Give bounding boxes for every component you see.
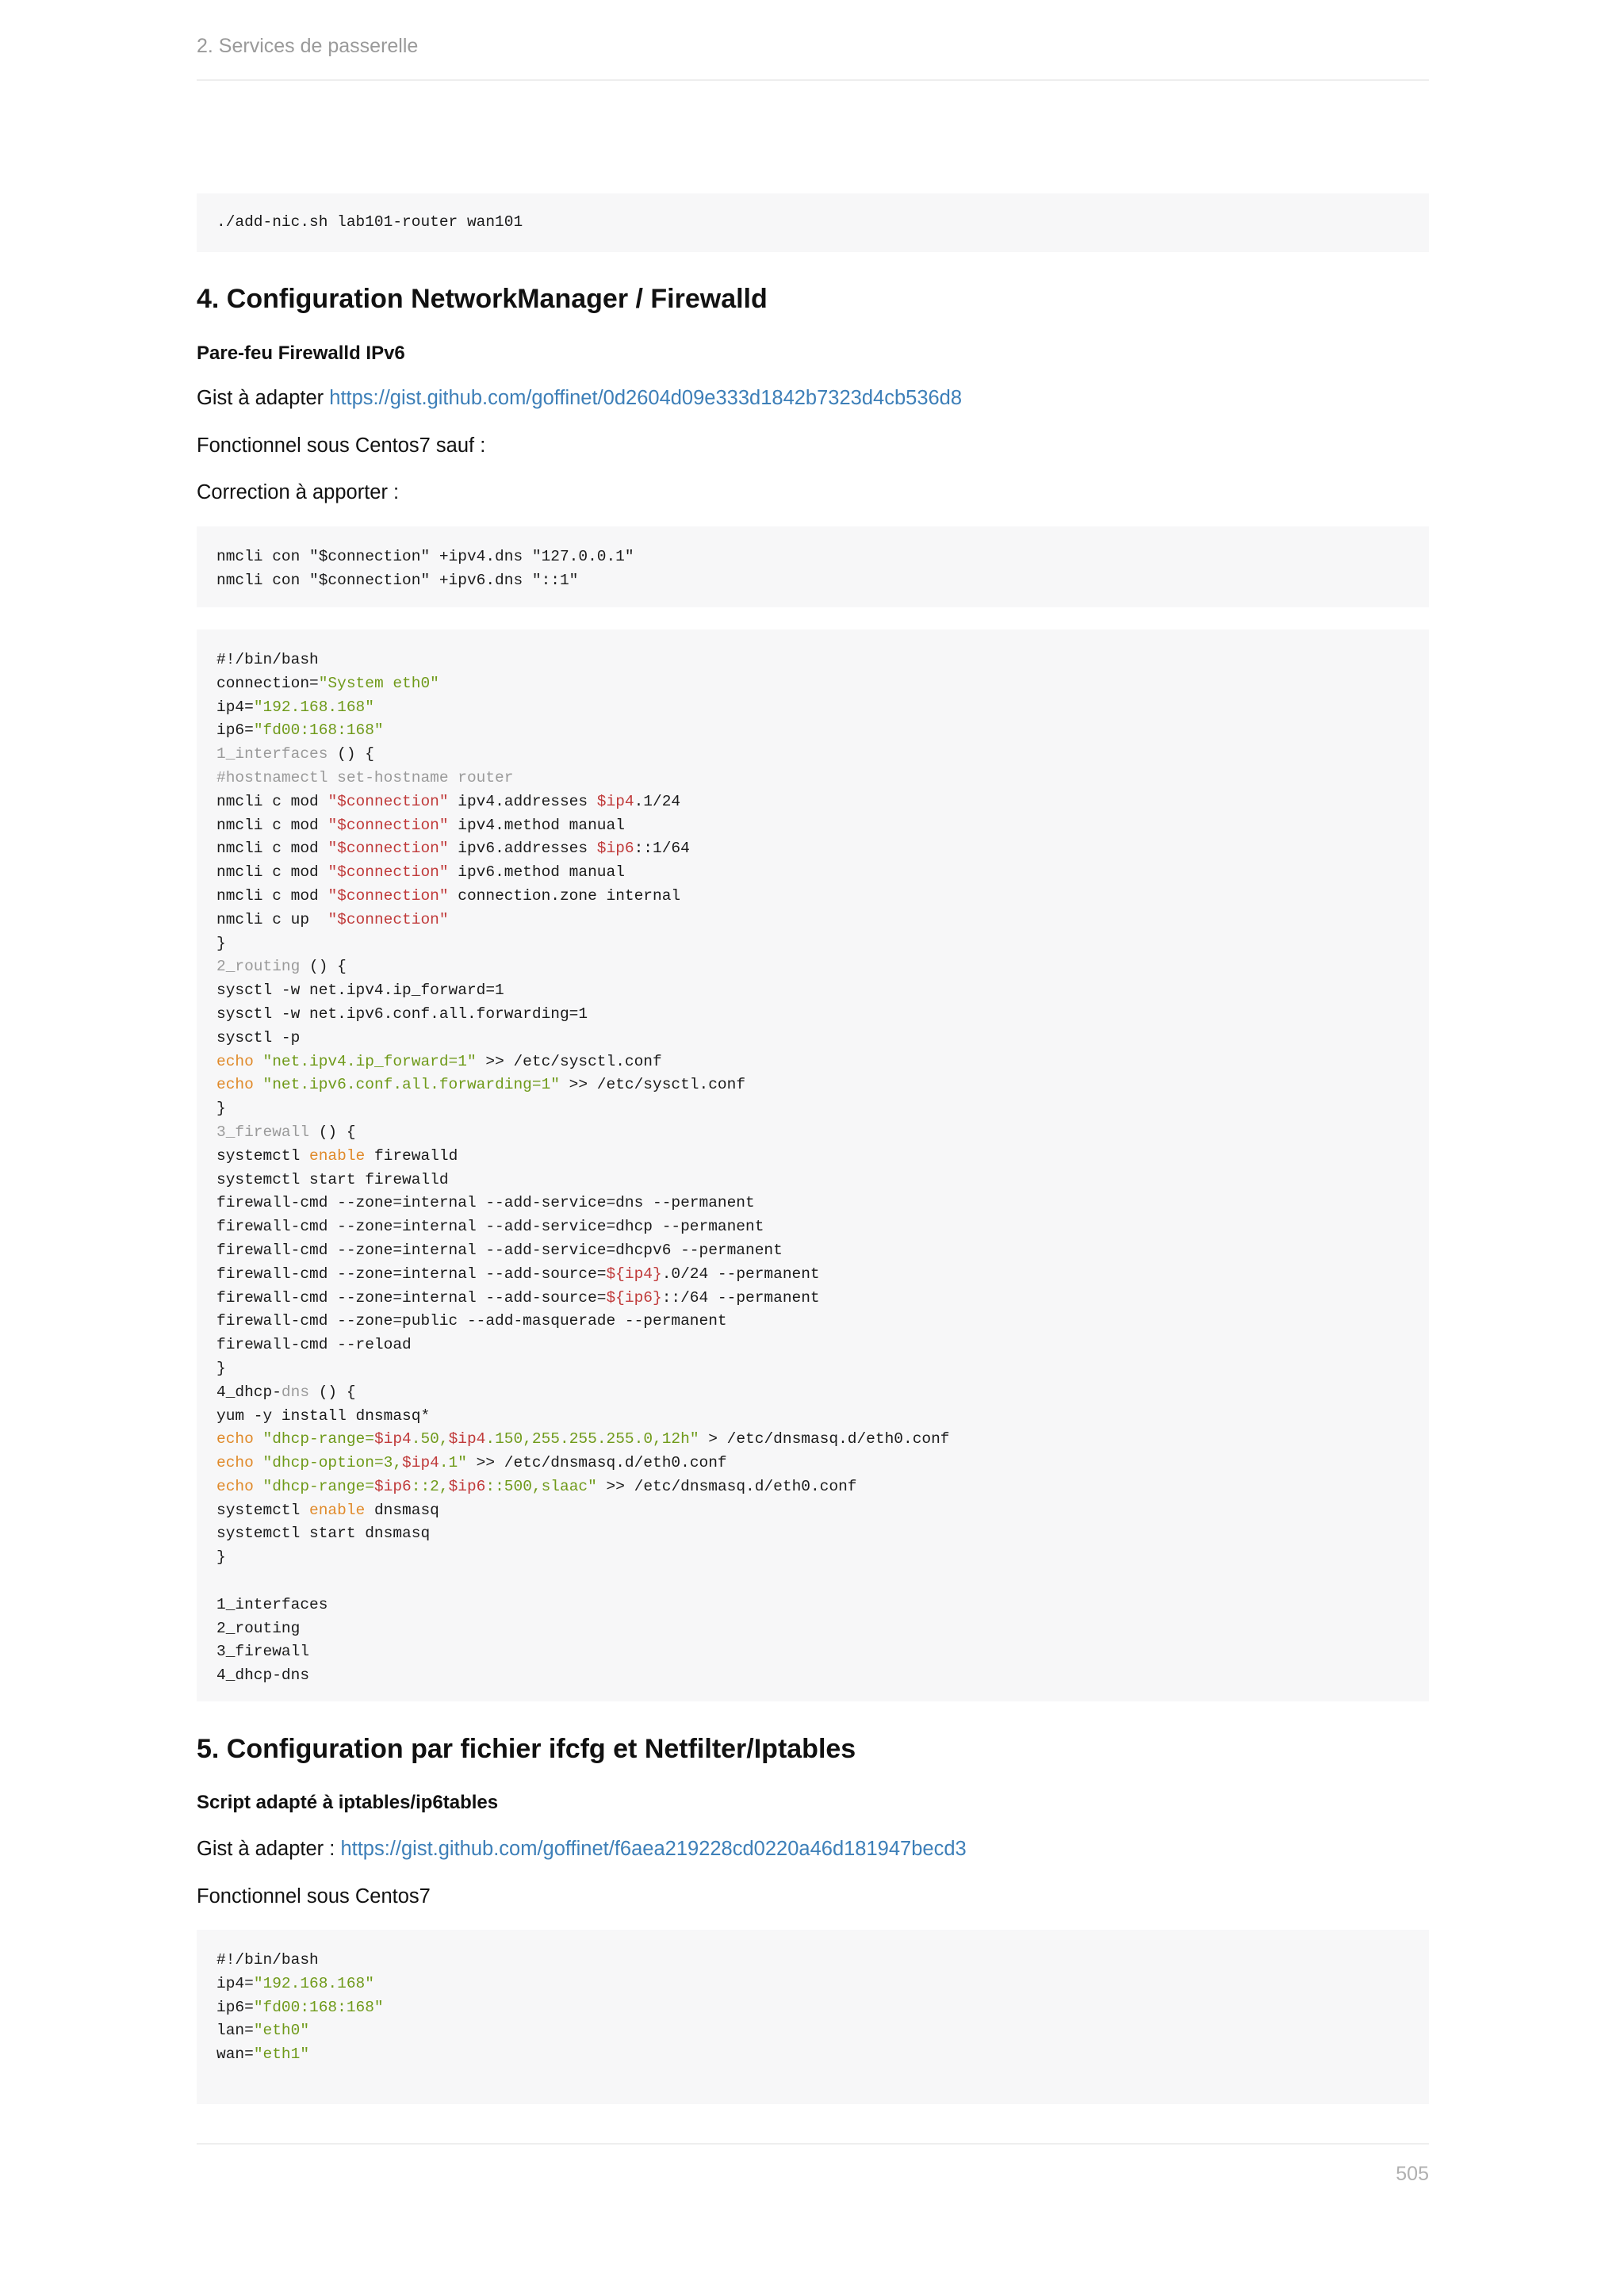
gist-prefix: Gist à adapter : <box>197 1838 341 1860</box>
code-token: "eth1" <box>253 2045 310 2064</box>
code-line <box>216 1097 1409 1121</box>
code-line <box>216 1949 1409 1973</box>
code-line <box>216 1664 1409 1688</box>
code-line <box>216 979 1409 1003</box>
code-token: .1/24 <box>634 792 681 810</box>
code-line <box>216 1027 1409 1050</box>
code-line <box>216 1594 1409 1617</box>
code-token: $ip6 <box>373 1477 412 1495</box>
code-line <box>216 1499 1409 1523</box>
code-token: 4_dhcp-dns <box>216 1667 310 1685</box>
code-token <box>254 1053 263 1070</box>
gist-paragraph-1 <box>197 387 962 410</box>
code-line <box>216 909 1409 932</box>
code-token: ip4= <box>216 1974 254 1992</box>
code-line <box>216 719 1409 743</box>
code-token: ./add-nic.sh lab101-router wan101 <box>216 213 523 231</box>
code-line <box>216 861 1409 885</box>
code-token: connection.zone internal <box>448 886 681 905</box>
code-token: sysctl -w net.ipv4.ip_forward=1 <box>216 982 504 1000</box>
code-line <box>216 2043 1409 2067</box>
code-token: .50, <box>411 1430 449 1448</box>
code-token: firewall-cmd --zone=internal --add-source= <box>216 1288 607 1307</box>
code-line <box>216 211 1409 235</box>
code-line <box>216 1169 1409 1192</box>
code-token: echo <box>216 1430 254 1448</box>
code-line <box>216 545 1409 569</box>
code-line <box>216 1617 1409 1641</box>
code-line <box>216 1003 1409 1027</box>
footer-divider <box>197 2143 1429 2145</box>
code-content <box>197 1930 1429 2104</box>
code-token: 3_firewall <box>216 1123 310 1141</box>
code-token: systemctl start firewalld <box>216 1170 449 1188</box>
code-token: } <box>216 1548 226 1567</box>
code-token: "$connection" <box>327 792 449 810</box>
code-token: enable <box>309 1501 366 1519</box>
code-line <box>216 837 1409 861</box>
code-token: #!/bin/bash <box>216 1951 319 1969</box>
header-divider <box>197 79 1429 81</box>
code-token <box>254 1454 263 1471</box>
running-header: 2. Services de passerelle <box>197 35 419 57</box>
code-token: ipv4.addresses <box>448 792 597 810</box>
code-token: lan= <box>216 2022 254 2040</box>
code-token <box>254 1076 263 1093</box>
code-token: systemctl start dnsmasq <box>216 1525 431 1543</box>
code-line <box>216 1428 1409 1452</box>
code-token: ip6= <box>216 1998 254 2016</box>
code-token: ::2, <box>411 1477 449 1495</box>
code-token: dnsmasq <box>365 1501 439 1519</box>
code-token: firewall-cmd --zone=internal --add-service=dhcp --permanent <box>216 1218 764 1236</box>
code-token: echo <box>216 1454 254 1472</box>
code-block-add-nic <box>197 193 1429 252</box>
code-token: } <box>216 934 226 952</box>
code-token: sysctl -w net.ipv6.conf.all.forwarding=1 <box>216 1004 588 1023</box>
code-token: "192.168.168" <box>253 1974 374 1992</box>
code-token: $ip4 <box>373 1430 412 1448</box>
code-token: nmcli c mod <box>216 886 328 905</box>
code-token: 4_dhcp- <box>216 1383 282 1401</box>
code-line <box>216 569 1409 593</box>
code-line <box>216 790 1409 814</box>
code-token: >> /etc/sysctl.conf <box>559 1076 746 1094</box>
code-line <box>216 1239 1409 1263</box>
code-token: "dhcp-option=3, <box>262 1454 403 1472</box>
code-token: ::500,slaac" <box>485 1477 597 1495</box>
code-token: > /etc/dnsmasq.d/eth0.conf <box>699 1430 950 1448</box>
code-token: >> /etc/sysctl.conf <box>476 1052 662 1070</box>
code-token: $ip4 <box>448 1430 486 1448</box>
code-token: "dhcp-range= <box>262 1430 374 1448</box>
code-line <box>216 1973 1409 1996</box>
code-line <box>216 1522 1409 1546</box>
code-token: #!/bin/bash <box>216 651 319 668</box>
section-5-heading: 5. Configuration par fichier ifcfg et Netfilter/Iptables <box>197 1734 856 1764</box>
code-line <box>216 1546 1409 1570</box>
note-centos7: Fonctionnel sous Centos7 <box>197 1885 431 1908</box>
code-block-iptables-script <box>197 1930 1429 2104</box>
code-line <box>216 767 1409 790</box>
gist-link-2[interactable]: https://gist.github.com/goffinet/f6aea219228cd0220a46d181947becd3 <box>340 1838 967 1860</box>
code-token: ${ip4} <box>606 1265 662 1283</box>
code-token: yum -y install dnsmasq* <box>216 1406 431 1425</box>
code-content <box>197 526 1429 607</box>
code-token: nmcli c mod <box>216 792 328 810</box>
code-token: ::/64 --permanent <box>661 1288 820 1307</box>
code-token: "dhcp-range= <box>262 1477 374 1495</box>
code-line <box>216 1357 1409 1381</box>
code-token: echo <box>216 1477 254 1495</box>
code-line <box>216 1121 1409 1145</box>
code-token: firewall-cmd --reload <box>216 1336 412 1354</box>
code-token: () { <box>300 958 347 976</box>
code-token: .0/24 --permanent <box>661 1265 820 1283</box>
code-block-networkmanager-script <box>197 629 1429 1701</box>
code-token: nmcli c mod <box>216 840 328 858</box>
code-token: nmcli c mod <box>216 816 328 834</box>
code-token: systemctl <box>216 1501 310 1519</box>
code-line <box>216 1452 1409 1475</box>
code-token <box>254 1430 263 1448</box>
code-token: ipv6.addresses <box>448 840 597 858</box>
note-correction: Correction à apporter : <box>197 481 400 503</box>
code-token: () { <box>327 745 374 763</box>
section-4-heading: 4. Configuration NetworkManager / Firewalld <box>197 284 768 314</box>
code-token: connection= <box>216 674 319 692</box>
code-token: "System eth0" <box>318 674 439 692</box>
code-token: 1_interfaces <box>216 745 328 763</box>
code-token: "$connection" <box>327 886 449 905</box>
code-line <box>216 1334 1409 1357</box>
code-block-nmcli-dns <box>197 526 1429 607</box>
code-token: ::1/64 <box>634 840 690 858</box>
code-line <box>216 1287 1409 1311</box>
code-token: firewall-cmd --zone=public --add-masquerade --permanent <box>216 1312 727 1330</box>
code-token: firewall-cmd --zone=internal --add-source= <box>216 1265 607 1283</box>
code-token: "fd00:168:168" <box>253 721 384 740</box>
code-line <box>216 955 1409 979</box>
section-5-subheading: Script adapté à iptables/ip6tables <box>197 1792 499 1813</box>
code-token: ipv4.method manual <box>448 816 625 834</box>
code-line <box>216 1640 1409 1664</box>
note-centos7-sauf: Fonctionnel sous Centos7 sauf : <box>197 434 486 457</box>
code-line <box>216 1215 1409 1239</box>
code-line <box>216 1073 1409 1097</box>
code-token: ipv6.method manual <box>448 863 625 882</box>
code-token: dns <box>281 1383 310 1401</box>
code-line <box>216 743 1409 767</box>
code-token: $ip4 <box>596 792 634 810</box>
document-page <box>197 0 1429 2296</box>
code-line <box>216 1192 1409 1215</box>
code-token: "$connection" <box>327 816 449 834</box>
code-token: () { <box>309 1123 356 1141</box>
code-line <box>216 1050 1409 1074</box>
gist-prefix: Gist à adapter <box>197 387 330 409</box>
code-token: $ip6 <box>596 840 634 858</box>
code-token: echo <box>216 1052 254 1070</box>
code-line <box>216 885 1409 909</box>
code-line <box>216 1145 1409 1169</box>
code-content <box>197 629 1429 1701</box>
code-token: "$connection" <box>327 910 449 928</box>
code-content <box>197 193 1429 252</box>
code-token: () { <box>309 1383 356 1401</box>
code-line <box>216 696 1409 720</box>
code-token: .150,255.255.255.0,12h" <box>485 1430 699 1448</box>
code-token: 1_interfaces <box>216 1595 328 1613</box>
code-token: "$connection" <box>327 840 449 858</box>
code-token: } <box>216 1100 226 1118</box>
code-token: "fd00:168:168" <box>253 1998 384 2016</box>
code-token: echo <box>216 1076 254 1094</box>
code-token: nmcli con "$connection" +ipv4.dns "127.0.0.1" <box>216 548 634 565</box>
code-token: ip6= <box>216 721 254 740</box>
code-token: firewalld <box>365 1146 458 1165</box>
code-line <box>216 2019 1409 2043</box>
code-line <box>216 1996 1409 2020</box>
code-token: firewall-cmd --zone=internal --add-service=dns --permanent <box>216 1194 755 1212</box>
code-token: "$connection" <box>327 863 449 882</box>
code-line <box>216 1405 1409 1429</box>
code-token: ${ip6} <box>606 1288 662 1307</box>
code-token: >> /etc/dnsmasq.d/eth0.conf <box>466 1454 727 1472</box>
code-line <box>216 1570 1409 1594</box>
code-line <box>216 1310 1409 1334</box>
code-token: "net.ipv4.ip_forward=1" <box>262 1052 477 1070</box>
code-token: nmcli con "$connection" +ipv6.dns "::1" <box>216 571 579 589</box>
code-token: sysctl -p <box>216 1028 301 1047</box>
code-token: >> /etc/dnsmasq.d/eth0.conf <box>596 1477 857 1495</box>
code-token: 2_routing <box>216 958 301 976</box>
code-token: wan= <box>216 2045 254 2064</box>
code-token: systemctl <box>216 1146 310 1165</box>
code-token: firewall-cmd --zone=internal --add-service=dhcpv6 --permanent <box>216 1241 783 1259</box>
code-token: 2_routing <box>216 1619 301 1637</box>
code-token: "192.168.168" <box>253 698 374 716</box>
code-token: $ip6 <box>448 1477 486 1495</box>
code-line <box>216 932 1409 956</box>
code-line <box>216 649 1409 672</box>
gist-paragraph-2 <box>197 1838 967 1861</box>
code-token: } <box>216 1359 226 1377</box>
code-token: nmcli c up <box>216 910 328 928</box>
code-token: 3_firewall <box>216 1643 310 1661</box>
code-token <box>254 1478 263 1495</box>
code-token: enable <box>309 1146 366 1165</box>
code-token: "net.ipv6.conf.all.forwarding=1" <box>262 1076 560 1094</box>
code-token: #hostnamectl set-hostname router <box>216 768 514 786</box>
code-line <box>216 1475 1409 1499</box>
code-token: ip4= <box>216 698 254 716</box>
code-token: .1" <box>439 1454 467 1472</box>
section-4-subheading: Pare-feu Firewalld IPv6 <box>197 342 405 364</box>
code-line <box>216 672 1409 696</box>
code-token: nmcli c mod <box>216 863 328 882</box>
page-number: 505 <box>1396 2163 1429 2185</box>
code-token: $ip4 <box>402 1454 439 1472</box>
code-token: "eth0" <box>253 2022 310 2040</box>
code-line <box>216 814 1409 838</box>
code-line <box>216 1263 1409 1287</box>
gist-link-1[interactable]: https://gist.github.com/goffinet/0d2604d09e333d1842b7323d4cb536d8 <box>329 387 963 409</box>
code-line <box>216 1381 1409 1405</box>
